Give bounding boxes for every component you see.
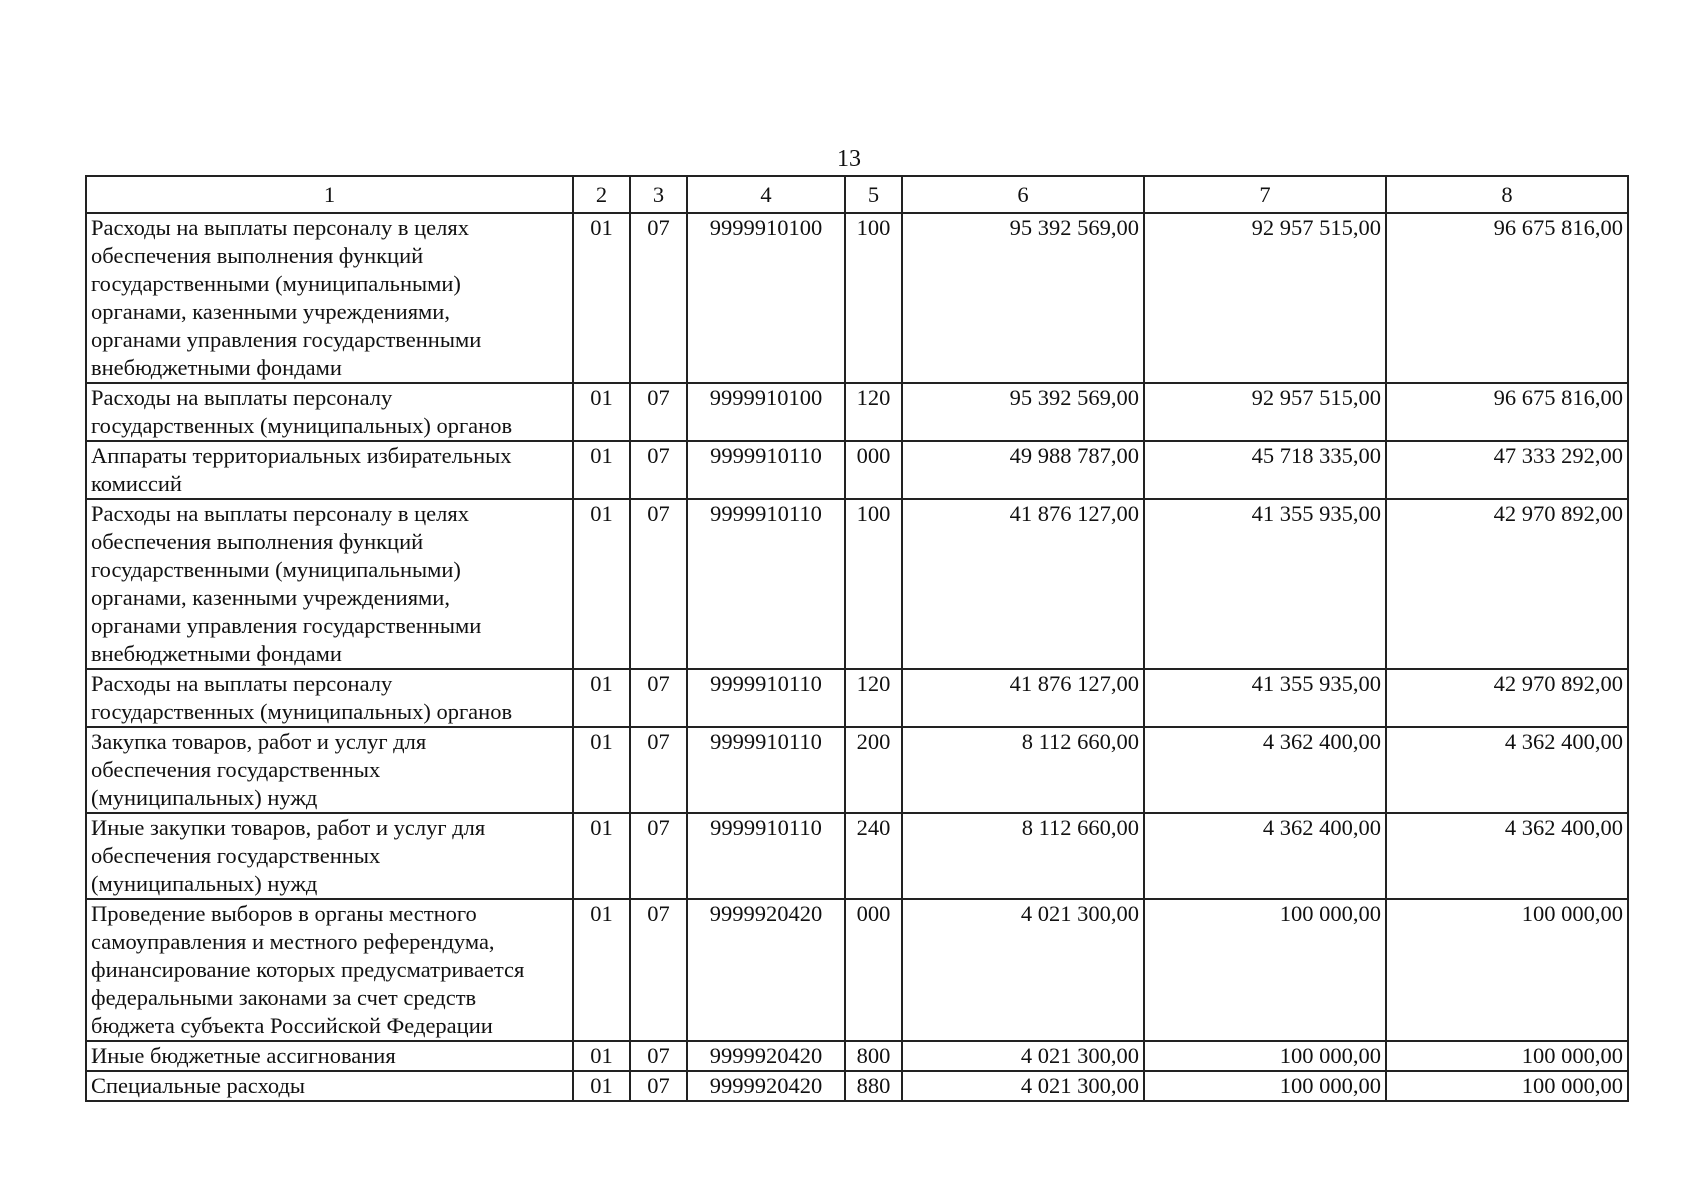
description-line: обеспечения государственных [91, 757, 381, 782]
amount-col-6: 41 876 127,00 [902, 499, 1144, 669]
description-line: государственных (муниципальных) органов [91, 413, 513, 438]
table-row [86, 727, 1628, 813]
amount-col-8: 47 333 292,00 [1386, 441, 1628, 499]
section-code: 01 [573, 1071, 630, 1101]
amount-col-6: 8 112 660,00 [902, 727, 1144, 813]
subsection-code: 07 [630, 813, 687, 899]
section-code: 01 [573, 813, 630, 899]
description-line: государственными (муниципальными) [91, 271, 461, 296]
table-row [86, 1041, 1628, 1071]
target-article-code: 9999910100 [687, 383, 845, 441]
amount-col-7: 100 000,00 [1144, 899, 1386, 1041]
row-description [86, 669, 573, 727]
header-cell: 7 [1144, 176, 1386, 213]
expense-type-code: 000 [845, 441, 902, 499]
amount-col-8: 96 675 816,00 [1386, 213, 1628, 383]
description-line: внебюджетными фондами [91, 355, 342, 380]
target-article-code: 9999910110 [687, 669, 845, 727]
amount-col-8: 100 000,00 [1386, 1071, 1628, 1101]
description-line: внебюджетными фондами [91, 641, 342, 666]
amount-col-7: 45 718 335,00 [1144, 441, 1386, 499]
row-description [86, 499, 573, 669]
header-cell: 3 [630, 176, 687, 213]
header-cell: 8 [1386, 176, 1628, 213]
description-line: финансирование которых предусматривается [91, 957, 525, 982]
row-description [86, 813, 573, 899]
amount-col-8: 96 675 816,00 [1386, 383, 1628, 441]
description-line: государственными (муниципальными) [91, 557, 461, 582]
subsection-code: 07 [630, 669, 687, 727]
description-line: Расходы на выплаты персоналу [91, 385, 393, 410]
row-description [86, 213, 573, 383]
subsection-code: 07 [630, 899, 687, 1041]
description-line: обеспечения выполнения функций [91, 529, 424, 554]
amount-col-6: 95 392 569,00 [902, 213, 1144, 383]
table-row [86, 499, 1628, 669]
header-cell: 6 [902, 176, 1144, 213]
description-line: обеспечения выполнения функций [91, 243, 424, 268]
section-code: 01 [573, 669, 630, 727]
expense-type-code: 200 [845, 727, 902, 813]
amount-col-6: 4 021 300,00 [902, 1071, 1144, 1101]
description-line: органами, казенными учреждениями, [91, 299, 450, 324]
description-line: Расходы на выплаты персоналу [91, 671, 393, 696]
table-body [86, 213, 1628, 1101]
page-number: 13 [837, 146, 861, 172]
section-code: 01 [573, 499, 630, 669]
target-article-code: 9999920420 [687, 1041, 845, 1071]
amount-col-8: 4 362 400,00 [1386, 727, 1628, 813]
row-description [86, 441, 573, 499]
header-row [86, 176, 1628, 213]
subsection-code: 07 [630, 441, 687, 499]
target-article-code: 9999910110 [687, 441, 845, 499]
target-article-code: 9999920420 [687, 899, 845, 1041]
header-cell: 1 [86, 176, 573, 213]
table-row [86, 383, 1628, 441]
table-row [86, 441, 1628, 499]
amount-col-7: 100 000,00 [1144, 1071, 1386, 1101]
expense-type-code: 000 [845, 899, 902, 1041]
amount-col-7: 4 362 400,00 [1144, 727, 1386, 813]
subsection-code: 07 [630, 1071, 687, 1101]
description-line: органами, казенными учреждениями, [91, 585, 450, 610]
target-article-code: 9999920420 [687, 1071, 845, 1101]
expense-type-code: 800 [845, 1041, 902, 1071]
target-article-code: 9999910110 [687, 727, 845, 813]
subsection-code: 07 [630, 213, 687, 383]
section-code: 01 [573, 441, 630, 499]
subsection-code: 07 [630, 499, 687, 669]
description-line: комиссий [91, 471, 182, 496]
description-line: органами управления государственными [91, 613, 482, 638]
amount-col-6: 49 988 787,00 [902, 441, 1144, 499]
expense-type-code: 240 [845, 813, 902, 899]
amount-col-8: 100 000,00 [1386, 1041, 1628, 1071]
description-line: самоуправления и местного референдума, [91, 929, 495, 954]
amount-col-6: 95 392 569,00 [902, 383, 1144, 441]
table-row [86, 813, 1628, 899]
amount-col-7: 92 957 515,00 [1144, 383, 1386, 441]
description-line: Закупка товаров, работ и услуг для [91, 729, 427, 754]
expense-type-code: 120 [845, 383, 902, 441]
section-code: 01 [573, 213, 630, 383]
amount-col-7: 4 362 400,00 [1144, 813, 1386, 899]
expense-type-code: 880 [845, 1071, 902, 1101]
row-description [86, 383, 573, 441]
header-cell: 5 [845, 176, 902, 213]
subsection-code: 07 [630, 383, 687, 441]
expense-type-code: 120 [845, 669, 902, 727]
subsection-code: 07 [630, 727, 687, 813]
amount-col-8: 100 000,00 [1386, 899, 1628, 1041]
header-cell: 2 [573, 176, 630, 213]
description-line: Аппараты территориальных избирательных [91, 443, 512, 468]
expense-type-code: 100 [845, 213, 902, 383]
description-line: Иные закупки товаров, работ и услуг для [91, 815, 486, 840]
amount-col-6: 4 021 300,00 [902, 1041, 1144, 1071]
row-description [86, 1041, 573, 1071]
target-article-code: 9999910110 [687, 499, 845, 669]
amount-col-7: 41 355 935,00 [1144, 499, 1386, 669]
description-line: Расходы на выплаты персоналу в целях [91, 215, 469, 240]
description-line: Специальные расходы [91, 1073, 306, 1098]
amount-col-8: 42 970 892,00 [1386, 669, 1628, 727]
expense-type-code: 100 [845, 499, 902, 669]
target-article-code: 9999910100 [687, 213, 845, 383]
amount-col-6: 8 112 660,00 [902, 813, 1144, 899]
description-line: федеральными законами за счет средств [91, 985, 477, 1010]
description-line: (муниципальных) нужд [91, 871, 318, 896]
row-description [86, 1071, 573, 1101]
row-description [86, 727, 573, 813]
description-line: (муниципальных) нужд [91, 785, 318, 810]
table-row [86, 669, 1628, 727]
table-row [86, 1071, 1628, 1101]
description-line: государственных (муниципальных) органов [91, 699, 513, 724]
target-article-code: 9999910110 [687, 813, 845, 899]
description-line: органами управления государственными [91, 327, 482, 352]
description-line: обеспечения государственных [91, 843, 381, 868]
amount-col-7: 92 957 515,00 [1144, 213, 1386, 383]
section-code: 01 [573, 727, 630, 813]
amount-col-6: 4 021 300,00 [902, 899, 1144, 1041]
header-cell: 4 [687, 176, 845, 213]
description-line: Проведение выборов в органы местного [91, 901, 477, 926]
amount-col-8: 4 362 400,00 [1386, 813, 1628, 899]
section-code: 01 [573, 1041, 630, 1071]
table-row [86, 899, 1628, 1041]
subsection-code: 07 [630, 1041, 687, 1071]
table-row [86, 213, 1628, 383]
amount-col-8: 42 970 892,00 [1386, 499, 1628, 669]
description-line: Расходы на выплаты персоналу в целях [91, 501, 469, 526]
description-line: Иные бюджетные ассигнования [91, 1043, 396, 1068]
row-description [86, 899, 573, 1041]
section-code: 01 [573, 899, 630, 1041]
description-line: бюджета субъекта Российской Федерации [91, 1013, 493, 1038]
amount-col-6: 41 876 127,00 [902, 669, 1144, 727]
amount-col-7: 41 355 935,00 [1144, 669, 1386, 727]
section-code: 01 [573, 383, 630, 441]
budget-table [85, 175, 1629, 1102]
amount-col-7: 100 000,00 [1144, 1041, 1386, 1071]
